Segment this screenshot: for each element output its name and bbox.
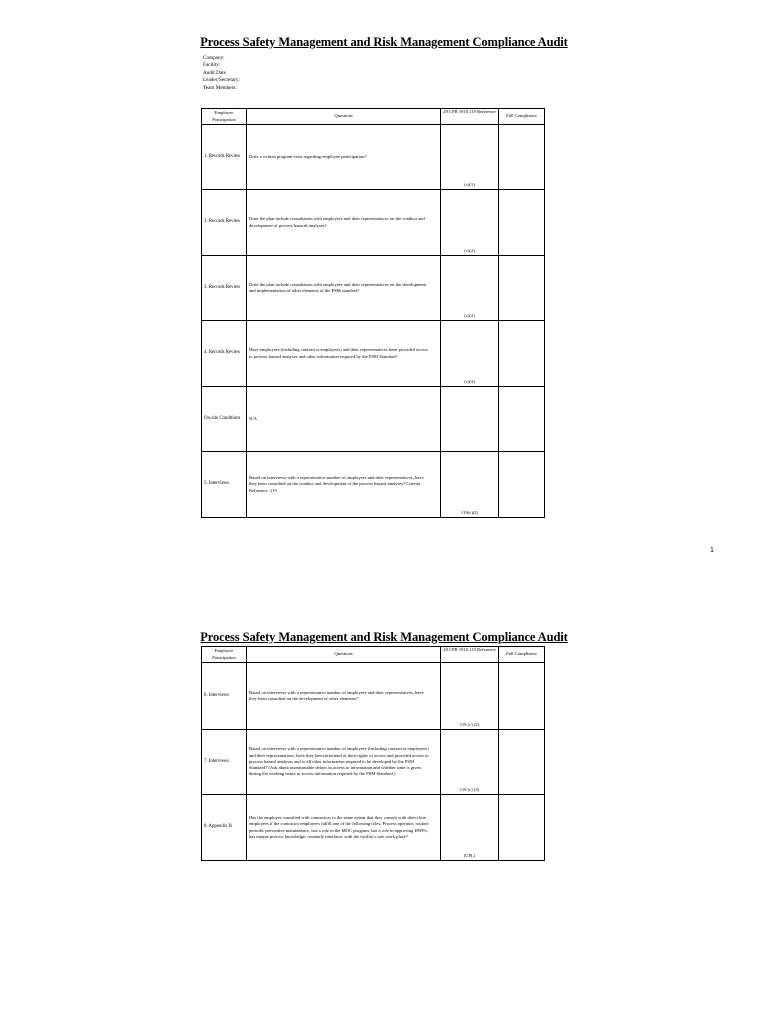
row-compliance-cell[interactable] xyxy=(499,795,545,861)
row-question: N/A xyxy=(247,387,441,452)
row-question: Based on interviews with a representative number of employees and their representatives, have they been consulted on the development of other elements? xyxy=(247,663,441,730)
row-question: Does a written program exist regarding employee participation? xyxy=(247,125,441,190)
row-section: 8. Appendix B xyxy=(202,795,247,861)
row-compliance-cell[interactable] xyxy=(499,190,545,256)
row-compliance-cell[interactable] xyxy=(499,387,545,452)
row-compliance-cell[interactable] xyxy=(499,730,545,795)
row-question: Has the employer consulted with contractors to the same extent that they consult with direct hire employees if the contractor employees fulfill one of the following roles: Process operator; routine periodic preventive maintenance; has a role in the MOC program; has a role in approving HWPs; has unique process knowledge; routinely interfaces with the facility's safe work place? xyxy=(247,795,441,861)
table-row xyxy=(202,730,545,795)
row-compliance-cell[interactable] xyxy=(499,663,545,730)
row-section: 7. Interviews xyxy=(202,730,247,795)
row-question: Based on interviews with a representative number of employees and their representatives, have they been consulted on the conduct and development of the process hazard analyses? Criteria Reference .119 xyxy=(247,452,441,518)
row-section: 6. Interviews xyxy=(202,663,247,730)
row-compliance-cell[interactable] xyxy=(499,256,545,321)
header-questions: Questions xyxy=(247,647,441,663)
row-question: Have employees (including contractor employees) and their representatives been provided access to process hazard analyses and other information required by the PSM Standard? xyxy=(247,321,441,387)
header-full-compliance: Full Compliance xyxy=(499,647,545,663)
header-questions: Questions xyxy=(247,109,441,125)
header-full-compliance: Full Compliance xyxy=(499,109,545,125)
row-reference: 119 (c) (2) xyxy=(441,663,499,730)
table-row xyxy=(202,663,545,730)
table-row xyxy=(202,125,545,190)
row-reference: 119(c)(2) xyxy=(441,452,499,518)
table-row xyxy=(202,452,545,518)
row-reference: (CPL) xyxy=(441,795,499,861)
audit-info-block xyxy=(203,55,240,92)
row-section: 4. Records Review xyxy=(202,321,247,387)
row-section: 1. Records Review xyxy=(202,125,247,190)
audit-date-label: Audit Date xyxy=(203,69,226,76)
row-reference xyxy=(441,387,499,452)
row-question: Does the plan include consultation with employees and their representatives on the conduct and development of process hazards analyses? xyxy=(247,190,441,256)
audit-table-page-1 xyxy=(201,108,545,518)
table-row xyxy=(202,321,545,387)
facility-label: Facility: xyxy=(203,62,221,69)
table-row xyxy=(202,795,545,861)
row-question: Based on interviews with a representative number of employees (including contractor employees) and their representatives, have they been informed of their rights of access and provided access to process hazard analyses and to all other information required to be developed by the PSM Standard? (Ask about unreasonable delays in access to information and whether time is given during the working hours to access information required by the PSM Standard.) xyxy=(247,730,441,795)
row-reference: 119 (c) (3) xyxy=(441,730,499,795)
page-title: Process Safety Management and Risk Management Compliance Audit xyxy=(200,630,568,644)
row-reference: (c)(2) xyxy=(441,256,499,321)
table-header-row xyxy=(202,109,545,125)
row-reference: (c)(2) xyxy=(441,190,499,256)
row-section: On-site Conditions xyxy=(202,387,247,452)
page-title: Process Safety Management and Risk Management Compliance Audit xyxy=(200,35,568,49)
audit-table-page-2 xyxy=(201,646,545,861)
row-compliance-cell[interactable] xyxy=(499,125,545,190)
row-compliance-cell[interactable] xyxy=(499,321,545,387)
row-section: 2. Records Review xyxy=(202,190,247,256)
row-section: 5. Interviews xyxy=(202,452,247,518)
table-row xyxy=(202,387,545,452)
row-question: Does the plan include consultation with employees and their representatives on the development and implementation of other elements of the PSM standard? xyxy=(247,256,441,321)
row-compliance-cell[interactable] xyxy=(499,452,545,518)
page-number: 1 xyxy=(710,547,714,554)
table-row xyxy=(202,256,545,321)
leader-secretary-label: Leader/Secretary: xyxy=(203,77,240,84)
table-header-row xyxy=(202,647,545,663)
header-employee-participation: Employee Participation xyxy=(202,109,247,125)
table-row xyxy=(202,190,545,256)
row-section: 3. Records Review xyxy=(202,256,247,321)
header-reference: 29 CFR 1910.119 Reference xyxy=(441,647,499,663)
header-reference: 29 CFR 1910.119 Reference xyxy=(441,109,499,125)
row-reference: (c)(1) xyxy=(441,125,499,190)
company-label: Company: xyxy=(203,55,225,61)
team-members-label: Team Members: xyxy=(203,84,237,91)
header-employee-participation: Employee Participation xyxy=(202,647,247,663)
row-reference: (c)(3) xyxy=(441,321,499,387)
